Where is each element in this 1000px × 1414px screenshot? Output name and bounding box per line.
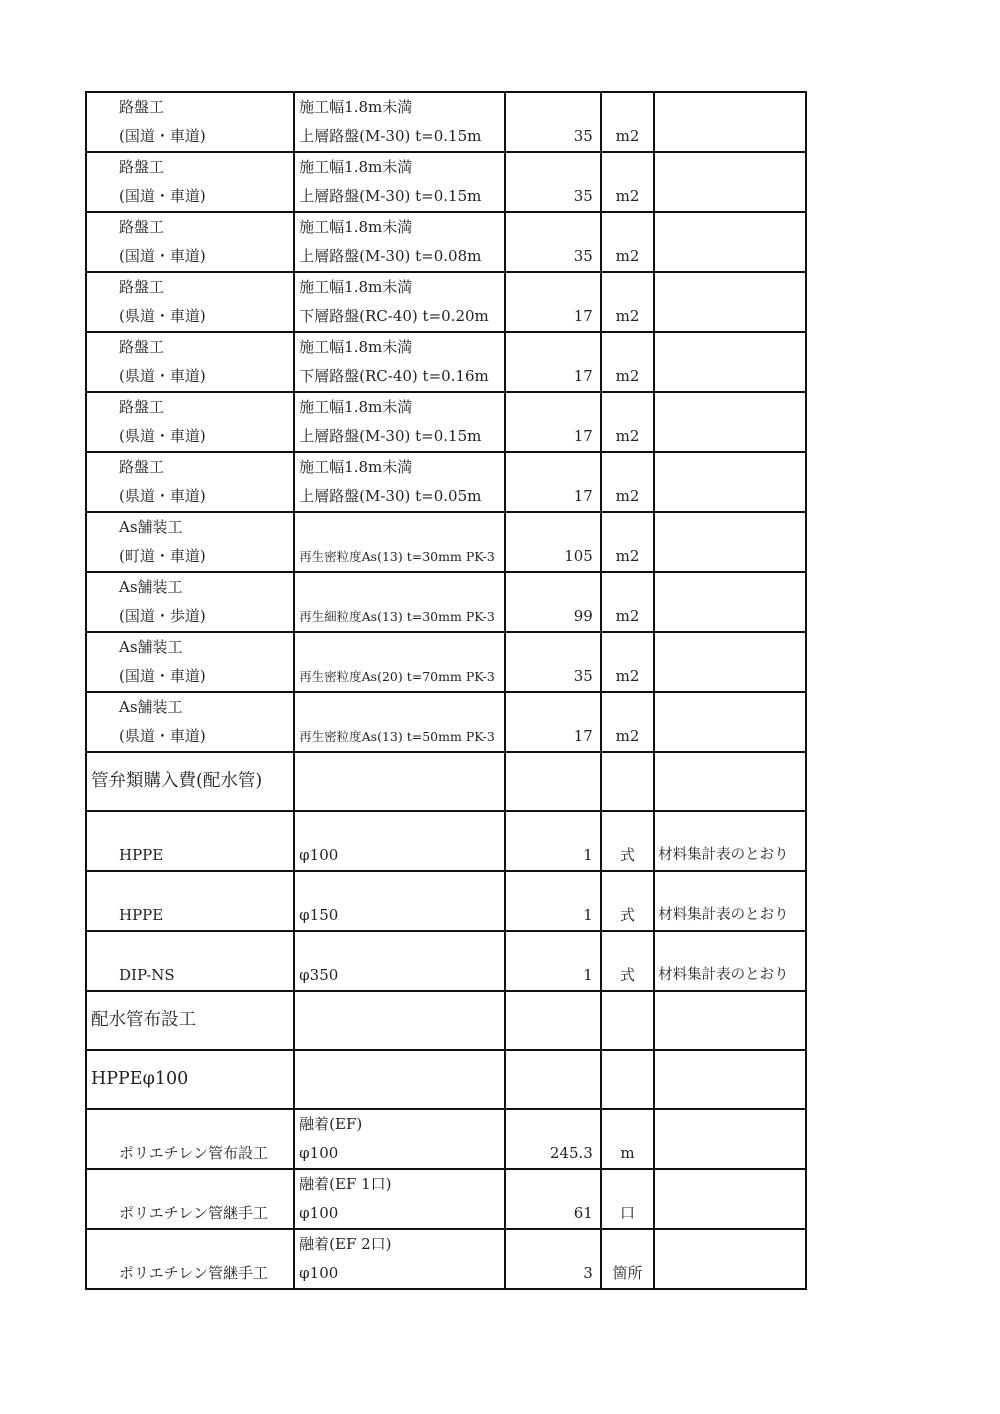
blank <box>295 812 504 841</box>
item-location: (国道・車道) <box>119 247 206 265</box>
table-row <box>86 572 806 632</box>
spec-cell <box>294 392 505 452</box>
item-name: 路盤工 <box>119 158 165 176</box>
blank <box>506 872 600 901</box>
spec-line-1: 融着(EF 2口) <box>299 1235 392 1253</box>
blank <box>602 273 653 302</box>
quantity: 1 <box>583 846 593 864</box>
blank <box>602 1110 653 1139</box>
item-name-cell <box>86 1109 294 1169</box>
remark: 材料集計表のとおり <box>658 847 789 863</box>
unit: m2 <box>615 187 640 205</box>
section-heading-cell <box>86 991 294 1050</box>
quantity-table-body <box>86 92 806 1289</box>
spec-cell <box>294 212 505 272</box>
unit: m2 <box>615 367 640 385</box>
blank <box>506 453 600 482</box>
quantity: 3 <box>583 1264 593 1282</box>
item-location: (国道・車道) <box>119 667 206 685</box>
item-name: 路盤工 <box>119 338 165 356</box>
table-row <box>86 811 806 871</box>
item-name-cell <box>86 811 294 871</box>
unit-cell <box>601 632 654 692</box>
spec-line-2: φ100 <box>299 1264 339 1282</box>
quantity: 17 <box>573 307 593 325</box>
spec-line-1: 施工幅1.8m未満 <box>299 278 413 296</box>
empty-cell <box>505 1050 601 1109</box>
quantity: 17 <box>573 427 593 445</box>
remark <box>655 722 805 751</box>
blank <box>295 872 504 901</box>
blank <box>655 633 805 662</box>
remark: 材料集計表のとおり <box>658 967 789 983</box>
item-name: 路盤工 <box>119 218 165 236</box>
remark <box>655 662 805 691</box>
spec-cell <box>294 632 505 692</box>
spec-line-1: 融着(EF 1口) <box>299 1175 392 1193</box>
qty-cell <box>505 452 601 512</box>
blank <box>506 333 600 362</box>
unit-cell <box>601 931 654 991</box>
spec-line-1 <box>295 573 504 602</box>
qty-cell <box>505 871 601 931</box>
item-location: (国道・歩道) <box>119 607 206 625</box>
item-location: (県道・車道) <box>119 487 206 505</box>
remark-cell <box>654 452 806 512</box>
blank <box>655 573 805 602</box>
unit: m2 <box>615 307 640 325</box>
section-heading-hppe: HPPEφ100 <box>91 1069 189 1089</box>
blank <box>602 932 653 961</box>
quantity: 17 <box>573 487 593 505</box>
table-row <box>86 452 806 512</box>
unit-cell <box>601 1169 654 1229</box>
remark <box>655 242 805 271</box>
unit-cell <box>601 512 654 572</box>
table-row <box>86 1109 806 1169</box>
item-name-cell <box>86 92 294 152</box>
item-name: 路盤工 <box>119 98 165 116</box>
item-location: (県道・車道) <box>119 727 206 745</box>
blank <box>655 153 805 182</box>
quantity: 17 <box>573 367 593 385</box>
empty-cell <box>294 991 505 1050</box>
unit-cell <box>601 392 654 452</box>
section-heading-pipe-purchase: 管弁類購入費(配水管) <box>91 771 263 791</box>
item-name: As舗装工 <box>119 698 183 716</box>
spec-cell <box>294 692 505 752</box>
spec-line-2: φ100 <box>299 1204 339 1222</box>
empty-cell <box>505 752 601 811</box>
empty-cell <box>505 991 601 1050</box>
spec-cell <box>294 572 505 632</box>
spec-line-1 <box>295 693 504 722</box>
blank <box>602 153 653 182</box>
quantity: 99 <box>573 607 593 625</box>
item-name: ポリエチレン管布設工 <box>119 1144 269 1162</box>
blank <box>655 453 805 482</box>
spec-cell <box>294 92 505 152</box>
unit-cell <box>601 272 654 332</box>
unit-cell <box>601 811 654 871</box>
blank <box>506 93 600 122</box>
blank <box>655 93 805 122</box>
table-row <box>86 991 806 1050</box>
spec-line-1 <box>295 513 504 542</box>
spec-cell <box>294 1109 505 1169</box>
item-name-cell <box>86 692 294 752</box>
remark-cell <box>654 811 806 871</box>
blank <box>87 1230 293 1259</box>
blank <box>506 1230 600 1259</box>
unit: m2 <box>615 487 640 505</box>
remark <box>655 302 805 331</box>
item-name: As舗装工 <box>119 518 183 536</box>
table-row <box>86 512 806 572</box>
unit: m2 <box>615 127 640 145</box>
blank <box>506 812 600 841</box>
unit-cell <box>601 1229 654 1289</box>
blank <box>87 1170 293 1199</box>
table-row <box>86 752 806 811</box>
unit-cell <box>601 92 654 152</box>
unit-cell <box>601 871 654 931</box>
item-location: (国道・車道) <box>119 127 206 145</box>
remark-cell <box>654 692 806 752</box>
blank <box>655 693 805 722</box>
blank <box>655 333 805 362</box>
quantity: 35 <box>573 667 593 685</box>
blank <box>602 393 653 422</box>
qty-cell <box>505 931 601 991</box>
unit-cell <box>601 1109 654 1169</box>
spec: φ150 <box>299 906 339 924</box>
spec-cell <box>294 1169 505 1229</box>
qty-cell <box>505 92 601 152</box>
remark-cell <box>654 1109 806 1169</box>
qty-cell <box>505 152 601 212</box>
spec-cell <box>294 332 505 392</box>
unit-cell <box>601 212 654 272</box>
spec-cell <box>294 931 505 991</box>
blank <box>602 93 653 122</box>
spec-line-2: φ100 <box>299 1144 339 1162</box>
remark-cell <box>654 392 806 452</box>
blank <box>87 812 293 841</box>
blank <box>602 872 653 901</box>
remark <box>655 362 805 391</box>
spec-line-2: 上層路盤(M-30) t=0.15m <box>299 427 482 445</box>
item-name: ポリエチレン管継手工 <box>119 1204 269 1222</box>
spec-line-2: 上層路盤(M-30) t=0.15m <box>299 187 482 205</box>
qty-cell <box>505 572 601 632</box>
item-name: ポリエチレン管継手工 <box>119 1264 269 1282</box>
table-row <box>86 1050 806 1109</box>
item-name: 路盤工 <box>119 458 165 476</box>
blank <box>602 513 653 542</box>
spec-cell <box>294 452 505 512</box>
item-name-cell <box>86 512 294 572</box>
spec-line-2: 再生密粒度As(13) t=50mm PK-3 <box>299 729 495 744</box>
empty-cell <box>294 752 505 811</box>
empty-cell <box>654 991 806 1050</box>
section-heading-cell <box>86 752 294 811</box>
blank <box>602 633 653 662</box>
unit: m2 <box>615 427 640 445</box>
item-name: As舗装工 <box>119 638 183 656</box>
remark-cell <box>654 212 806 272</box>
remark-cell <box>654 92 806 152</box>
blank <box>506 633 600 662</box>
unit: m2 <box>615 547 640 565</box>
spec-line-2: 再生密粒度As(13) t=30mm PK-3 <box>299 549 495 564</box>
item-name: As舗装工 <box>119 578 183 596</box>
quantity: 17 <box>573 727 593 745</box>
section-heading-cell <box>86 1050 294 1109</box>
unit: m2 <box>615 727 640 745</box>
unit-cell <box>601 572 654 632</box>
item-name-cell <box>86 272 294 332</box>
spec: φ100 <box>299 846 339 864</box>
remark <box>655 482 805 511</box>
blank <box>506 513 600 542</box>
table-row <box>86 392 806 452</box>
blank <box>87 872 293 901</box>
qty-cell <box>505 212 601 272</box>
blank <box>506 1170 600 1199</box>
blank <box>602 333 653 362</box>
blank <box>655 872 805 901</box>
item-location: (県道・車道) <box>119 307 206 325</box>
item-location: (県道・車道) <box>119 427 206 445</box>
remark <box>655 1139 805 1168</box>
spec-line-1: 融着(EF) <box>299 1115 363 1133</box>
unit: m <box>620 1144 635 1162</box>
spec-line-1: 施工幅1.8m未満 <box>299 458 413 476</box>
blank <box>655 1230 805 1259</box>
item-name-cell <box>86 871 294 931</box>
unit-cell <box>601 452 654 512</box>
remark-cell <box>654 931 806 991</box>
blank <box>602 213 653 242</box>
remark <box>655 542 805 571</box>
unit-cell <box>601 692 654 752</box>
qty-cell <box>505 1109 601 1169</box>
table-row <box>86 152 806 212</box>
quantity-table <box>85 91 807 1290</box>
spec-line-2: 上層路盤(M-30) t=0.08m <box>299 247 482 265</box>
section-heading-pipe-laying: 配水管布設工 <box>91 1010 196 1030</box>
item-location: (町道・車道) <box>119 547 206 565</box>
remark <box>655 1259 805 1288</box>
item-name: DIP-NS <box>119 966 175 984</box>
table-row <box>86 1229 806 1289</box>
spec-line-2: 上層路盤(M-30) t=0.05m <box>299 487 482 505</box>
remark <box>655 122 805 151</box>
blank <box>655 393 805 422</box>
remark-cell <box>654 1229 806 1289</box>
unit: 箇所 <box>612 1264 643 1282</box>
quantity: 1 <box>583 966 593 984</box>
empty-cell <box>601 1050 654 1109</box>
unit-cell <box>601 152 654 212</box>
blank <box>506 393 600 422</box>
spec-line-2: 再生密粒度As(20) t=70mm PK-3 <box>299 669 495 684</box>
blank <box>655 273 805 302</box>
blank <box>506 153 600 182</box>
spec-line-1: 施工幅1.8m未満 <box>299 158 413 176</box>
remark-cell <box>654 871 806 931</box>
table-row <box>86 332 806 392</box>
item-location: (県道・車道) <box>119 367 206 385</box>
remark <box>655 182 805 211</box>
blank <box>602 453 653 482</box>
empty-cell <box>601 991 654 1050</box>
empty-cell <box>654 1050 806 1109</box>
blank <box>655 932 805 961</box>
table-row <box>86 92 806 152</box>
item-name: HPPE <box>119 906 164 924</box>
remark-cell <box>654 572 806 632</box>
unit: 口 <box>619 1204 635 1222</box>
spec-line-2: 再生細粒度As(13) t=30mm PK-3 <box>299 609 495 624</box>
blank <box>506 693 600 722</box>
blank <box>655 1110 805 1139</box>
blank <box>602 1230 653 1259</box>
remark-cell <box>654 632 806 692</box>
spec-line-1: 施工幅1.8m未満 <box>299 398 413 416</box>
blank <box>506 932 600 961</box>
table-row <box>86 692 806 752</box>
blank <box>655 812 805 841</box>
table-row <box>86 871 806 931</box>
item-name-cell <box>86 332 294 392</box>
spec-line-2: 上層路盤(M-30) t=0.15m <box>299 127 482 145</box>
empty-cell <box>654 752 806 811</box>
blank <box>295 932 504 961</box>
unit: m2 <box>615 607 640 625</box>
table-row <box>86 212 806 272</box>
blank <box>655 1170 805 1199</box>
remark-cell <box>654 272 806 332</box>
unit-cell <box>601 332 654 392</box>
quantity: 105 <box>564 547 593 565</box>
spec: φ350 <box>299 966 339 984</box>
item-name-cell <box>86 572 294 632</box>
unit: 式 <box>619 906 635 924</box>
item-name: 路盤工 <box>119 398 165 416</box>
remark <box>655 1199 805 1228</box>
empty-cell <box>294 1050 505 1109</box>
blank <box>506 273 600 302</box>
quantity: 35 <box>573 247 593 265</box>
spec-cell <box>294 272 505 332</box>
qty-cell <box>505 392 601 452</box>
item-name: HPPE <box>119 846 164 864</box>
blank <box>506 213 600 242</box>
spec-cell <box>294 871 505 931</box>
blank <box>506 1110 600 1139</box>
blank <box>602 693 653 722</box>
spec-line-1: 施工幅1.8m未満 <box>299 338 413 356</box>
spec-line-1: 施工幅1.8m未満 <box>299 98 413 116</box>
blank <box>655 213 805 242</box>
item-name-cell <box>86 632 294 692</box>
unit: m2 <box>615 247 640 265</box>
remark-cell <box>654 152 806 212</box>
spec-line-2: 下層路盤(RC-40) t=0.16m <box>299 367 489 385</box>
item-name-cell <box>86 1229 294 1289</box>
qty-cell <box>505 1169 601 1229</box>
empty-cell <box>601 752 654 811</box>
quantity: 61 <box>573 1204 593 1222</box>
qty-cell <box>505 1229 601 1289</box>
spec-cell <box>294 512 505 572</box>
item-name: 路盤工 <box>119 278 165 296</box>
blank <box>602 1170 653 1199</box>
blank <box>602 812 653 841</box>
quantity: 245.3 <box>549 1144 593 1162</box>
remark <box>655 422 805 451</box>
item-name-cell <box>86 212 294 272</box>
spec-cell <box>294 152 505 212</box>
item-name-cell <box>86 452 294 512</box>
remark: 材料集計表のとおり <box>658 907 789 923</box>
remark <box>655 602 805 631</box>
item-name-cell <box>86 392 294 452</box>
spec-line-1 <box>295 633 504 662</box>
spec-cell <box>294 1229 505 1289</box>
blank <box>655 513 805 542</box>
quantity: 35 <box>573 187 593 205</box>
blank <box>87 932 293 961</box>
qty-cell <box>505 692 601 752</box>
spec-cell <box>294 811 505 871</box>
qty-cell <box>505 332 601 392</box>
quantity: 35 <box>573 127 593 145</box>
spec-line-1: 施工幅1.8m未満 <box>299 218 413 236</box>
item-name-cell <box>86 931 294 991</box>
table-row <box>86 931 806 991</box>
table-row <box>86 1169 806 1229</box>
remark-cell <box>654 512 806 572</box>
unit: m2 <box>615 667 640 685</box>
qty-cell <box>505 512 601 572</box>
qty-cell <box>505 811 601 871</box>
unit: 式 <box>619 966 635 984</box>
item-name-cell <box>86 152 294 212</box>
item-name-cell <box>86 1169 294 1229</box>
qty-cell <box>505 632 601 692</box>
remark-cell <box>654 332 806 392</box>
remark-cell <box>654 1169 806 1229</box>
blank <box>87 1110 293 1139</box>
qty-cell <box>505 272 601 332</box>
quantity: 1 <box>583 906 593 924</box>
table-row <box>86 632 806 692</box>
spec-line-2: 下層路盤(RC-40) t=0.20m <box>299 307 489 325</box>
item-location: (国道・車道) <box>119 187 206 205</box>
table-row <box>86 272 806 332</box>
blank <box>602 573 653 602</box>
unit: 式 <box>619 846 635 864</box>
blank <box>506 573 600 602</box>
